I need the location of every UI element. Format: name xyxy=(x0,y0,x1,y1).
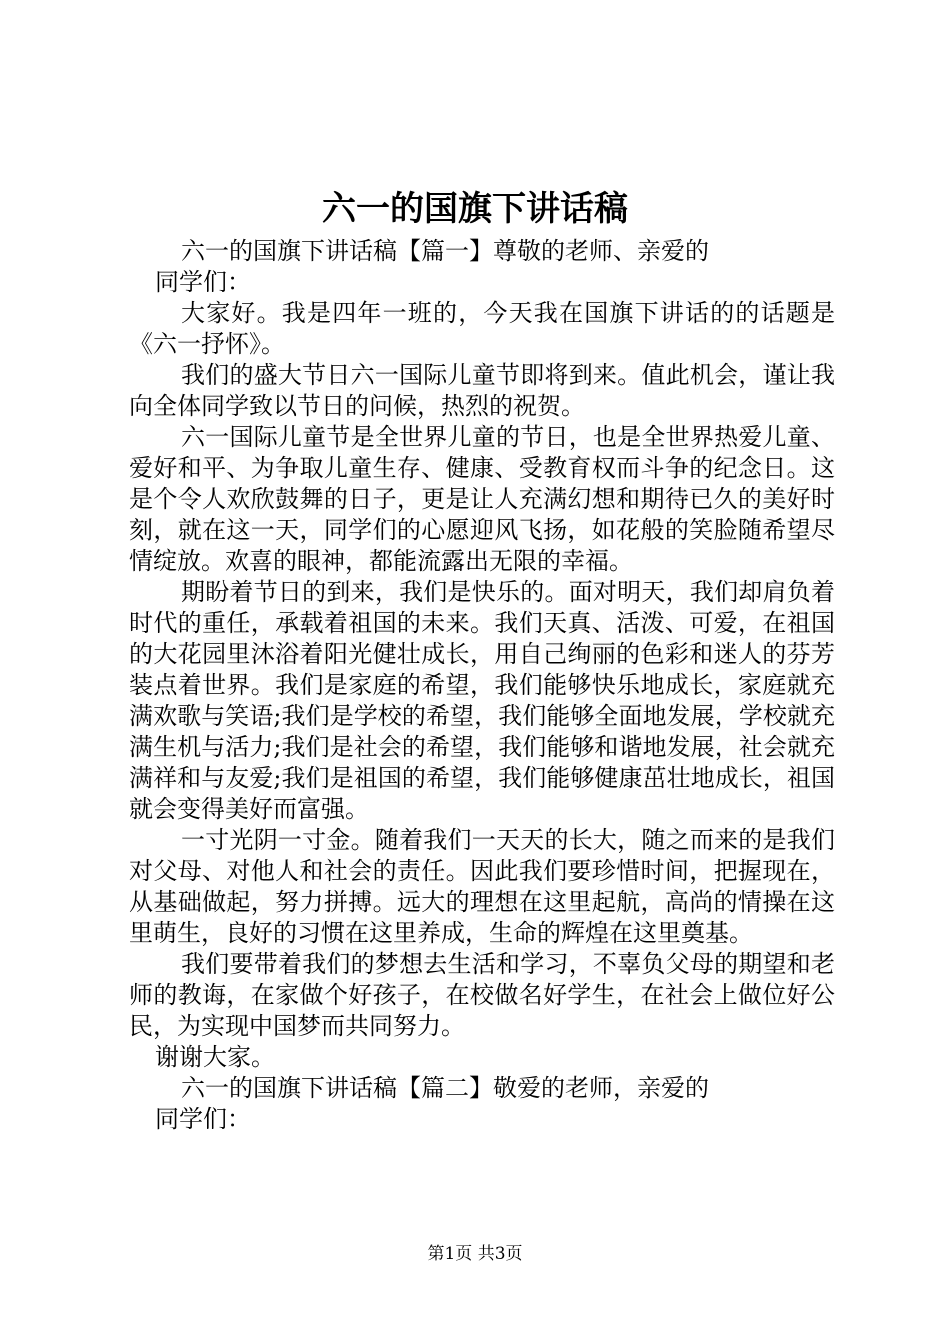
paragraph: 期盼着节日的到来，我们是快乐的。面对明天，我们却肩负着时代的重任，承载着祖国的未来。我们天真、活泼、可爱，在祖国的大花园里沐浴着阳光健壮成长，用自己绚丽的色彩和迷人的芬芳装点着世界。我们是家庭的希望，我们能够快乐地成长，家庭就充满欢歌与笑语;我们是学校的希望，我们能够全面地发展，学校就充满生机与活力;我们是社会的希望，我们能够和谐地发展，社会就充满祥和与友爱;我们是祖国的希望，我们能够健康茁壮地成长，祖国就会变得美好而富强。 xyxy=(129,578,835,823)
paragraph: 我们的盛大节日六一国际儿童节即将到来。值此机会，谨让我向全体同学致以节日的问候，热烈的祝贺。 xyxy=(129,361,835,420)
section-heading-1-continued: 同学们： xyxy=(155,268,251,296)
section-heading-2: 六一的国旗下讲话稿【篇二】敬爱的老师，亲爱的 xyxy=(181,1074,709,1102)
paragraph: 六一国际儿童节是全世界儿童的节日，也是全世界热爱儿童、爱好和平、为争取儿童生存、健康、受教育权而斗争的纪念日。这是个令人欢欣鼓舞的日子，更是让人充满幻想和期待已久的美好时刻，就在这一天，同学们的心愿迎风飞扬，如花般的笑脸随希望尽情绽放。欢喜的眼神，都能流露出无限的幸福。 xyxy=(129,423,835,575)
paragraph: 一寸光阴一寸金。随着我们一天天的长大，随之而来的是我们对父母、对他人和社会的责任。因此我们要珍惜时间，把握现在，从基础做起，努力拼搏。远大的理想在这里起航，高尚的情操在这里萌生，良好的习惯在这里养成，生命的辉煌在这里奠基。 xyxy=(129,826,835,947)
paragraph: 大家好。我是四年一班的，今天我在国旗下讲话的的话题是《六一抒怀》。 xyxy=(129,299,835,358)
paragraph: 我们要带着我们的梦想去生活和学习，不辜负父母的期望和老师的教诲，在家做个好孩子，在校做名好学生，在社会上做位好公民，为实现中国梦而共同努力。 xyxy=(129,950,835,1040)
section-heading-2-continued: 同学们： xyxy=(155,1105,251,1133)
section-heading-1: 六一的国旗下讲话稿【篇一】尊敬的老师、亲爱的 xyxy=(181,237,709,265)
page-footer: 第1页 共3页 xyxy=(427,1244,523,1264)
document-body xyxy=(129,236,835,1135)
document-title: 六一的国旗下讲话稿 xyxy=(322,189,628,229)
closing-line: 谢谢大家。 xyxy=(155,1043,275,1071)
